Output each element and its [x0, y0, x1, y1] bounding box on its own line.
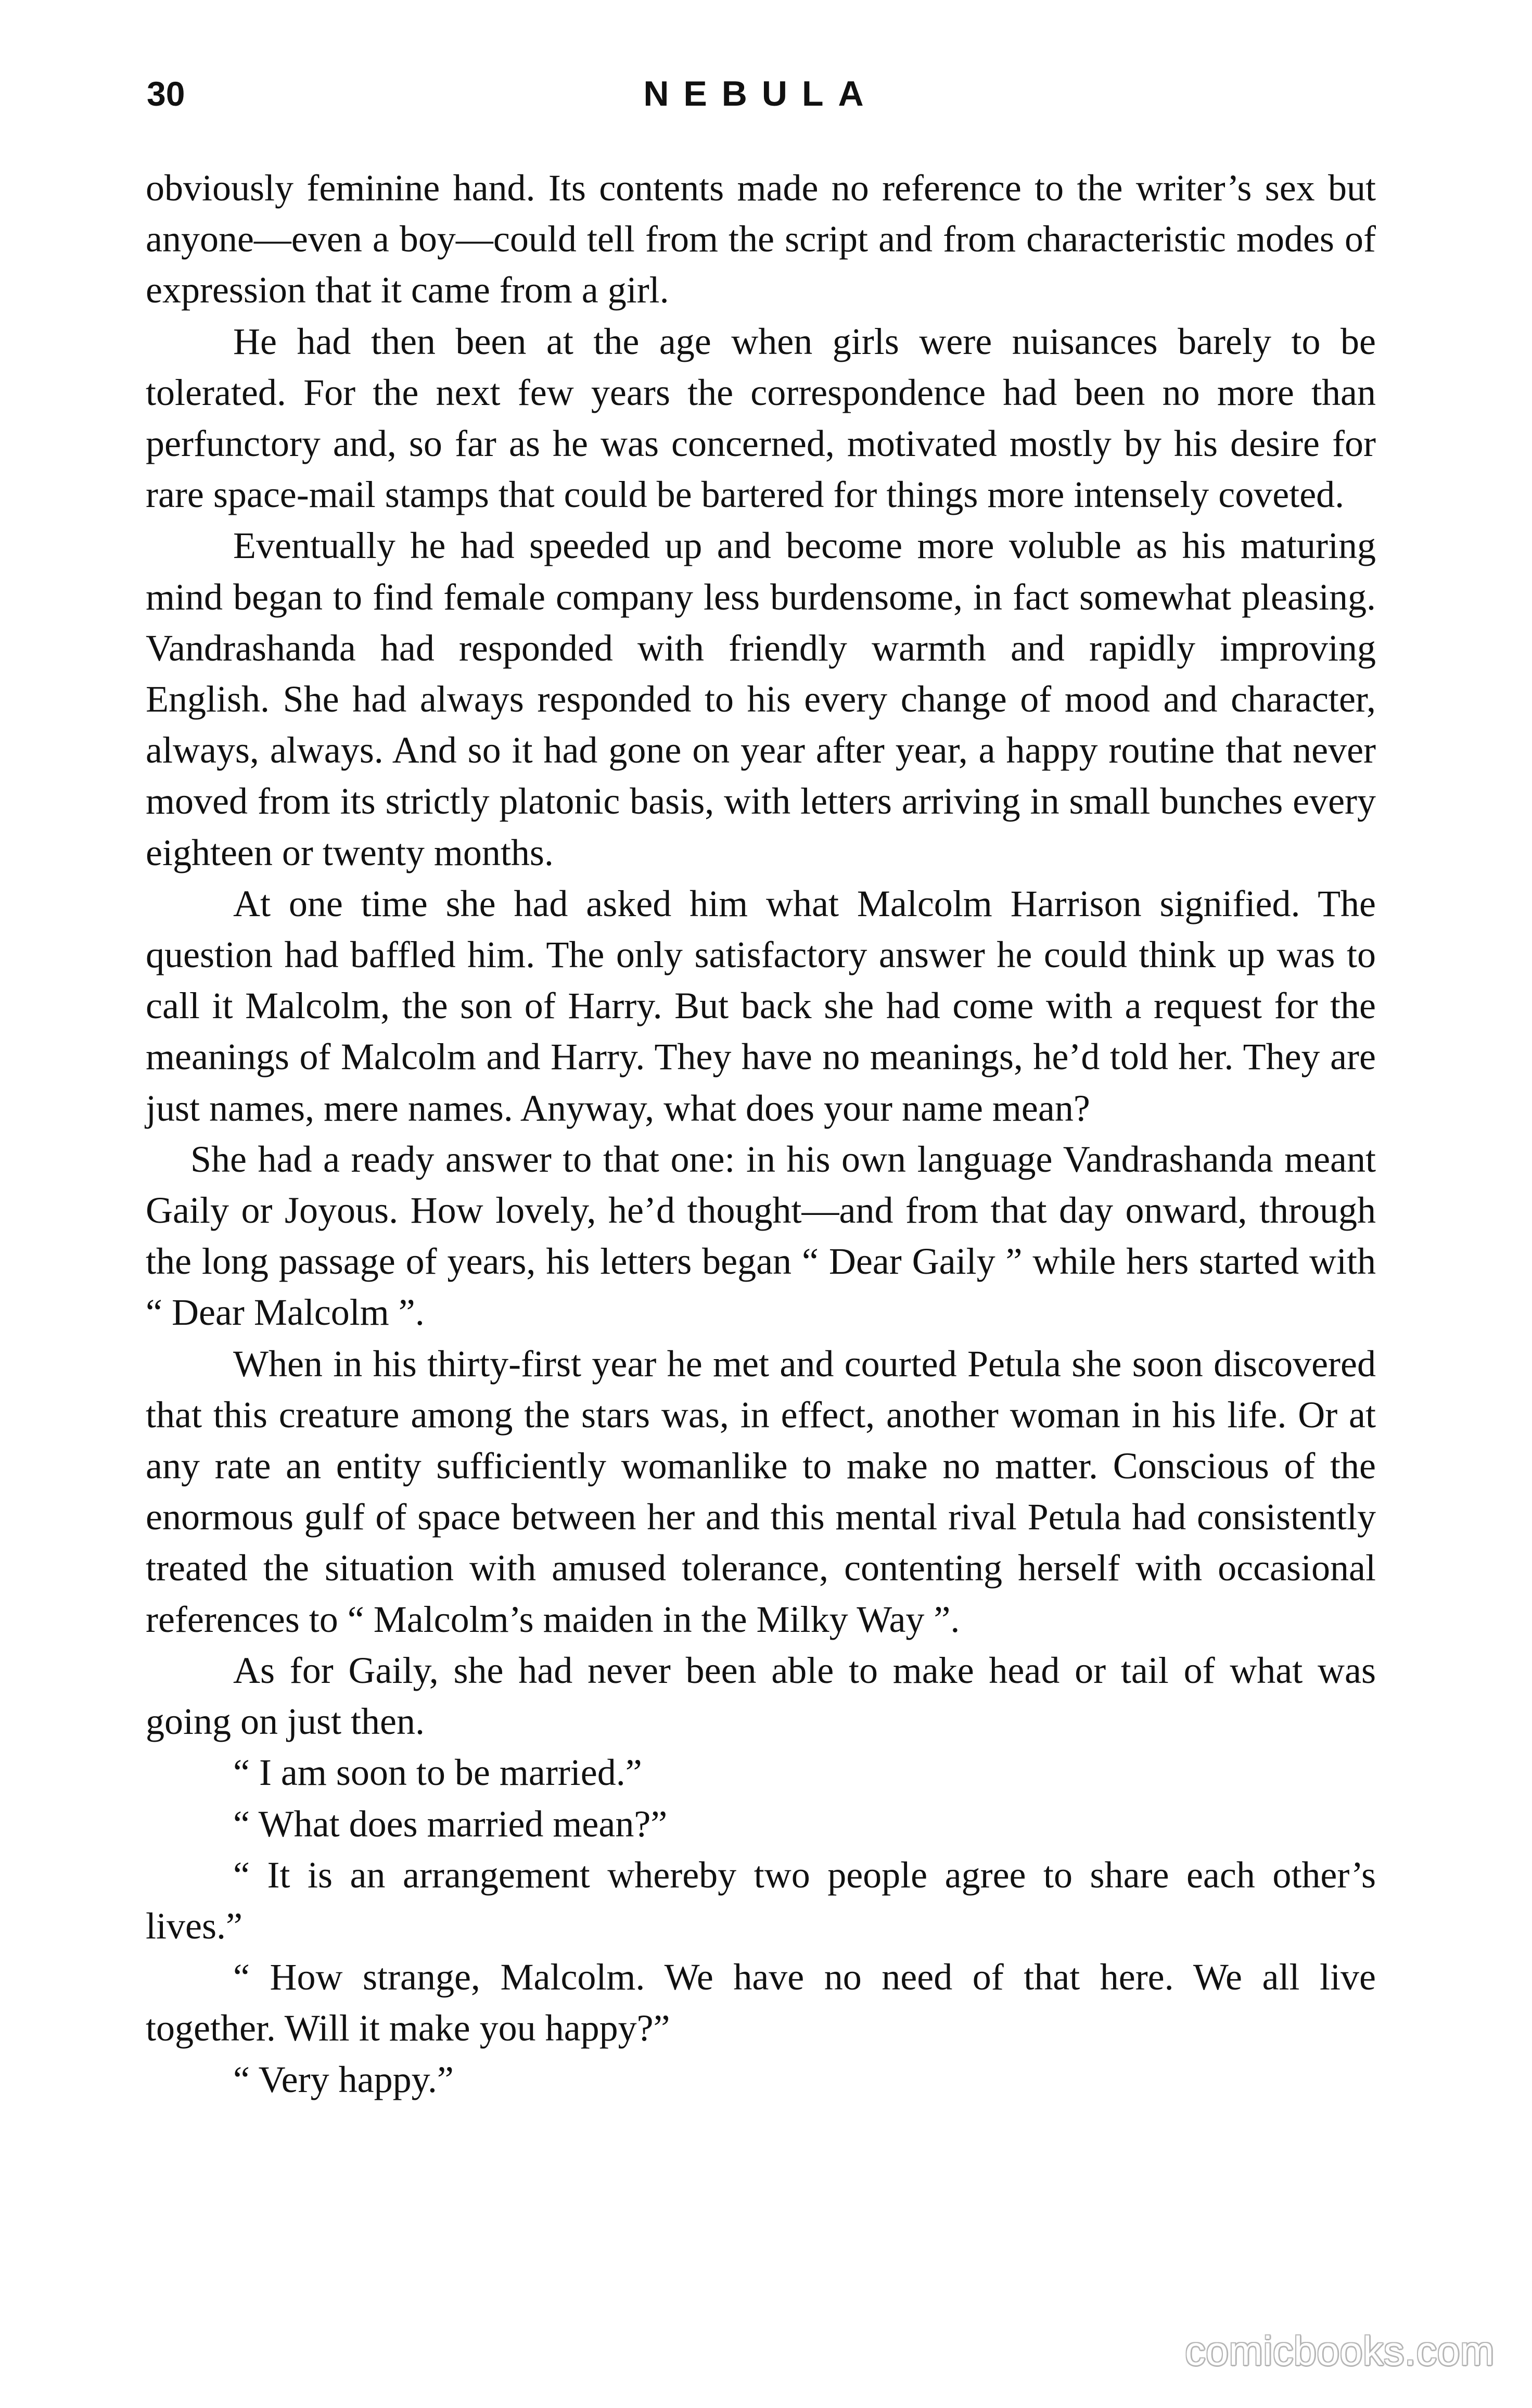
page-header — [147, 62, 1375, 125]
dialogue-line-1: “ I am soon to be married.” — [233, 1752, 642, 1794]
paragraph-4: At one time she had asked him what Malcolm Harrison signified. The question had baffled him. The only satisfactory answer he could think up was to call it Malcolm, the son of Harry. But back she had come with a request for the meanings of Malcolm and Harry. They have no meanings, he’d told her. They are just names, mere names. Anyway, what does your name mean? — [146, 882, 1376, 1129]
paragraph-3: Eventually he had speeded up and become more voluble as his maturing mind began to find female company less burdensome, in fact somewhat pleasing. Vandrashanda had responded with friendly warmth and rapidly improving English. She had always responded to his every change of mood and character, always, always. And so it had gone on year after year, a happy routine that never moved from its strictly platonic basis, with letters arriving in small bunches every eighteen or twenty months. — [146, 525, 1376, 873]
page-number: 30 — [147, 74, 185, 113]
dialogue-line-3: “ It is an arrangement whereby two people agree to share each other’s lives.” — [146, 1854, 1376, 1947]
paragraph-7: As for Gaily, she had never been able to make head or tail of what was going on just then. — [146, 1649, 1376, 1743]
dialogue-line-5: “ Very happy.” — [233, 2058, 454, 2100]
body-text — [146, 162, 1376, 2105]
paragraph-2: He had then been at the age when girls were nuisances barely to be tolerated. For the next few years the correspondence had been no more than perfunctory and, so far as he was concerned, motivated mostly by his desire for rare space-mail stamps that could be bartered for things more intensely coveted. — [146, 320, 1376, 516]
running-title: NEBULA — [643, 74, 878, 113]
site-watermark: comicbooks.com — [1185, 2328, 1495, 2374]
dialogue-line-4: “ How strange, Malcolm. We have no need of that here. We all live together. Will it make you happy?” — [146, 1956, 1376, 2049]
dialogue-line-2: “ What does married mean?” — [233, 1803, 668, 1845]
paragraph-6: When in his thirty-first year he met and courted Petula she soon discovered that this creature among the stars was, in effect, another woman in his life. Or at any rate an entity sufficiently womanlike to make no matter. Conscious of the enormous gulf of space between her and this mental rival Petula had consistently treated the situation with amused tolerance, contenting herself with occasional references to “ Malcolm’s maiden in the Milky Way ”. — [146, 1342, 1376, 1640]
paragraph-5: She had a ready answer to that one: in his own language Vandrashanda meant Gaily or Joyous. How lovely, he’d thought—and from that day onward, through the long passage of years, his letters began “ Dear Gaily ” while hers started with “ Dear Malcolm ”. — [146, 1138, 1376, 1334]
paragraph-1: obviously feminine hand. Its contents made no reference to the writer’s sex but anyone—even a boy—could tell from the script and from characteristic modes of expression that it came from a girl. — [146, 167, 1376, 311]
